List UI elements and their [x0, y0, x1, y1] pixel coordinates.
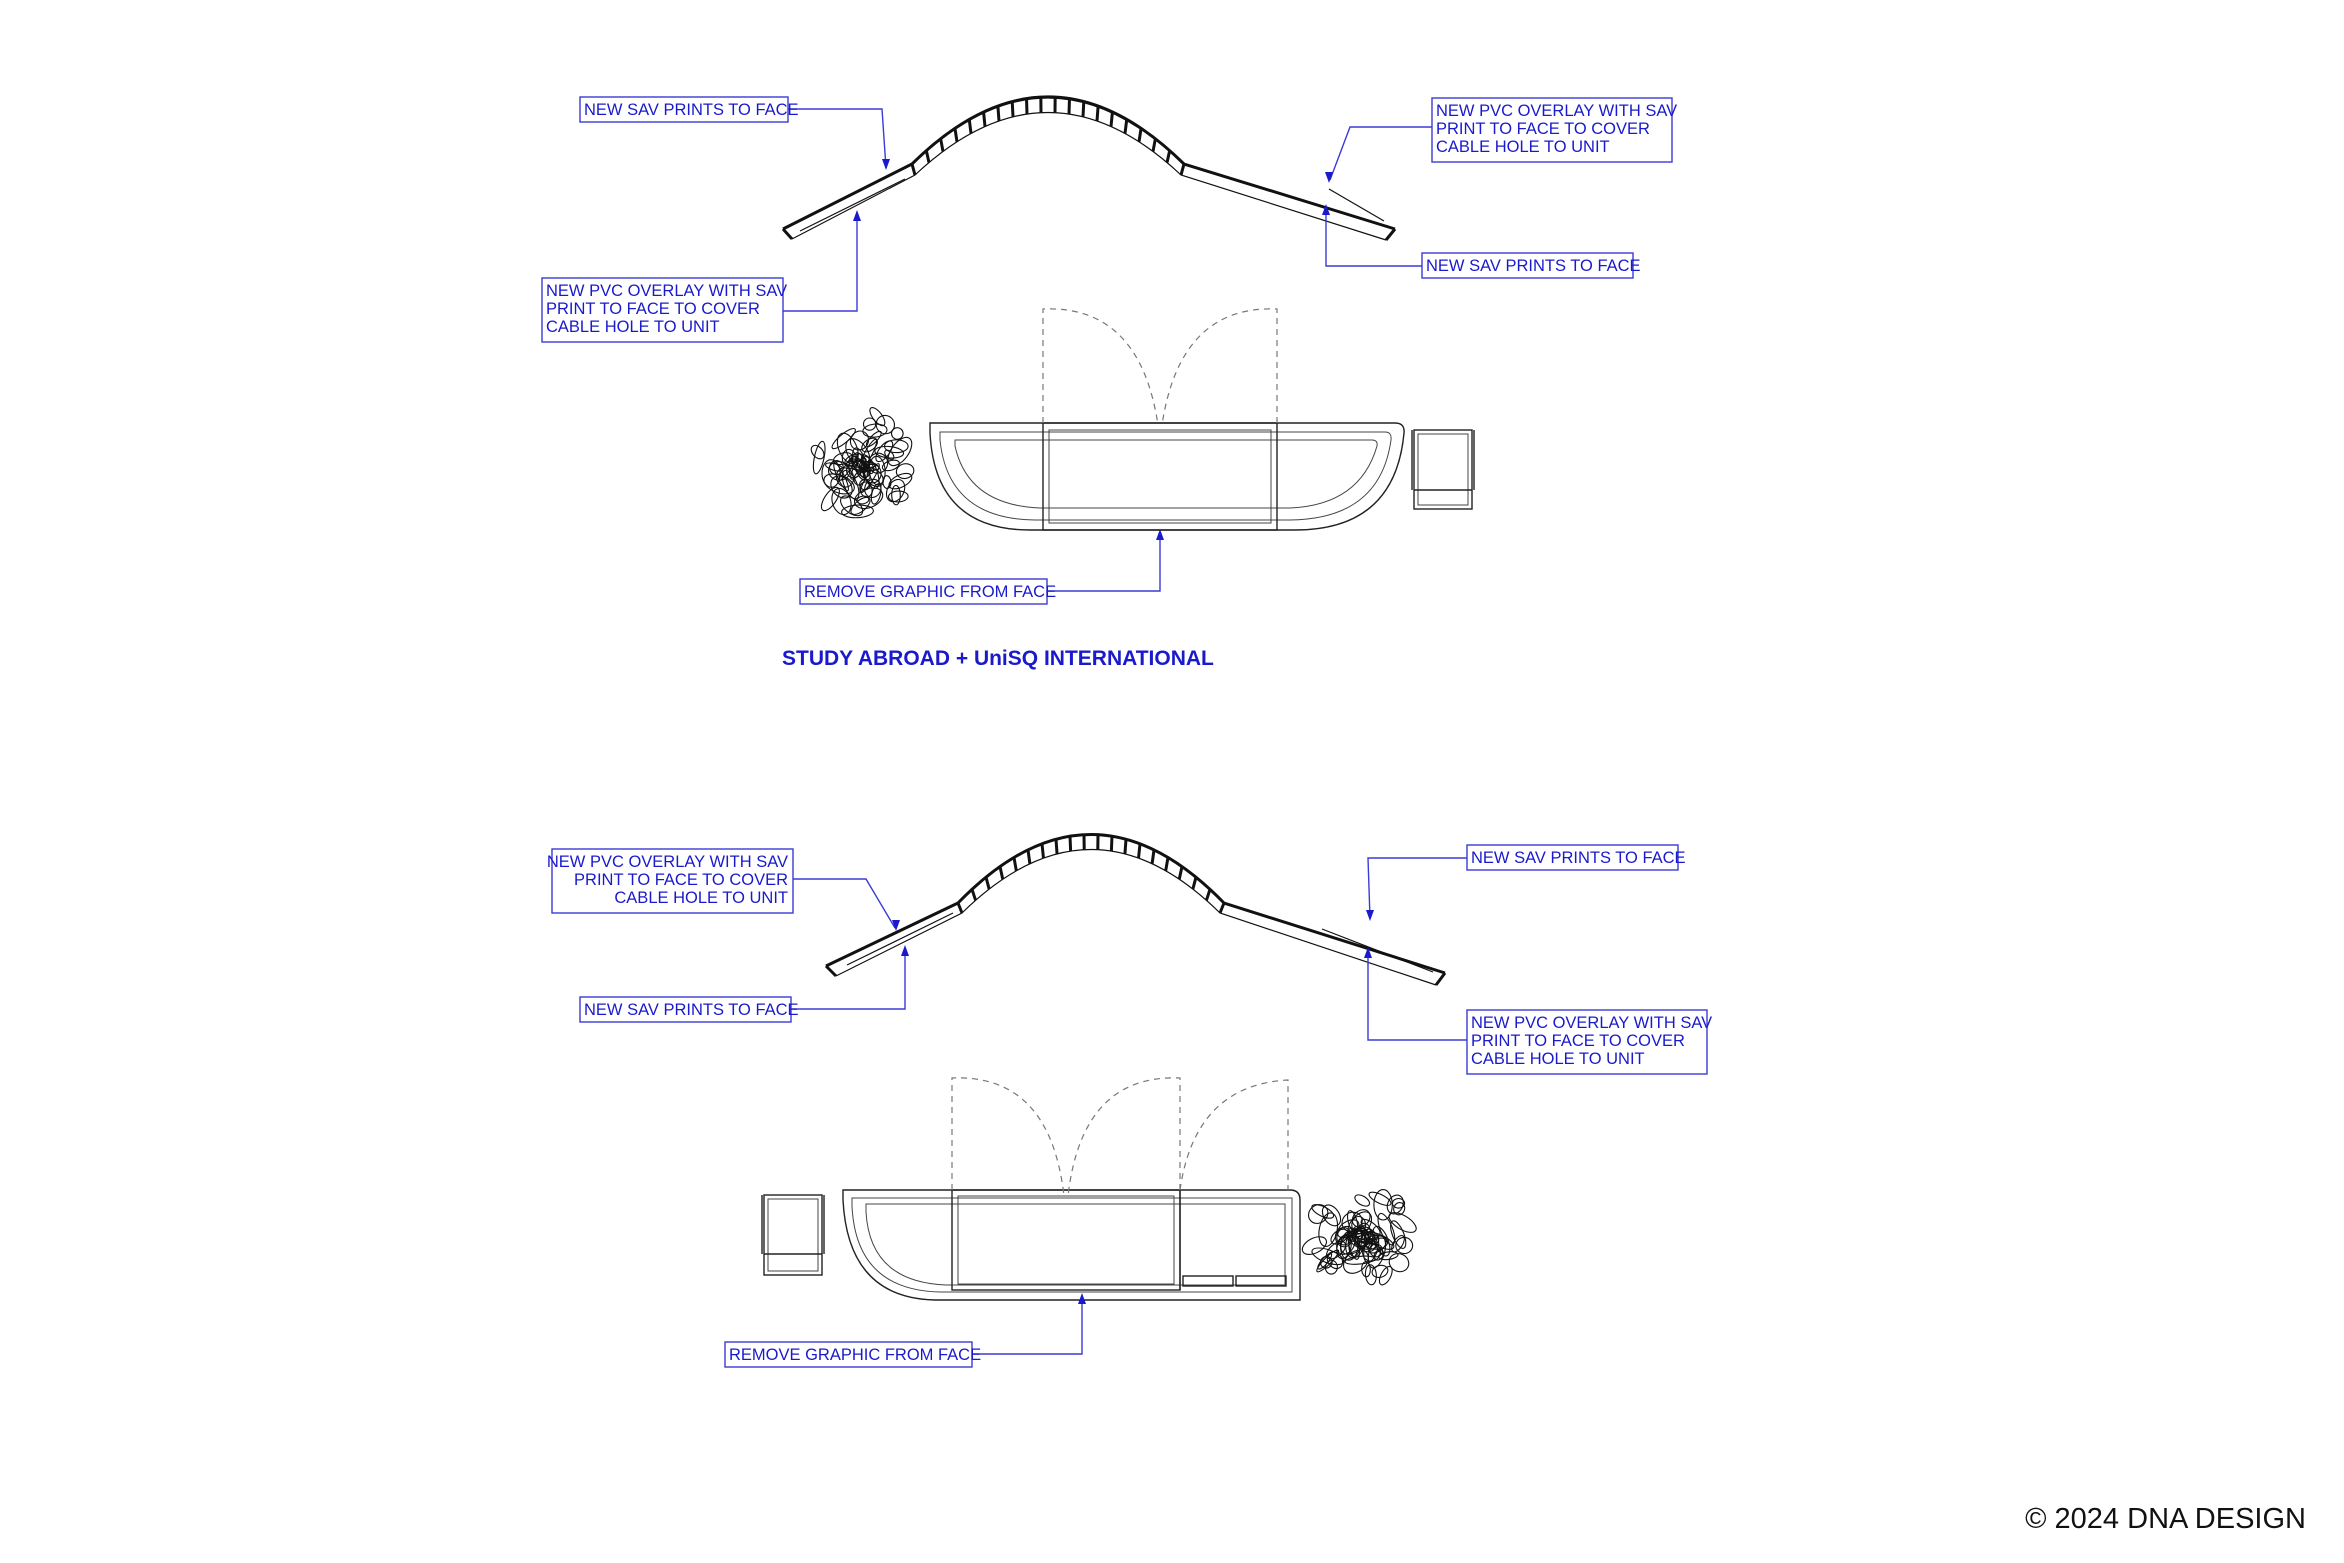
wall-slat — [1181, 164, 1184, 175]
wall-slat — [1125, 839, 1126, 854]
wall-slat — [941, 139, 943, 152]
wall-slat — [1111, 112, 1112, 126]
stool-a — [1412, 430, 1474, 509]
leader-line — [793, 879, 895, 928]
wall-slat — [1125, 119, 1127, 133]
annotation-note — [725, 1293, 1086, 1367]
wall-slat — [1097, 106, 1098, 121]
leader-arrow-icon — [882, 159, 890, 170]
plant-leaf — [1378, 1251, 1398, 1261]
reception-counter-b — [843, 1078, 1300, 1300]
wall-slat — [986, 877, 989, 889]
annotation-text: CABLE HOLE TO UNIT — [1436, 138, 1610, 156]
wall-slat — [955, 128, 957, 141]
plant-leaf — [1299, 1233, 1329, 1258]
annotation-text: NEW SAV PRINTS TO FACE — [1426, 257, 1641, 275]
wall-slat — [1014, 857, 1016, 870]
annotation-text: CABLE HOLE TO UNIT — [1471, 1050, 1645, 1068]
wall-slat — [1012, 102, 1013, 117]
annotation-note — [1366, 845, 1686, 921]
wall-slat — [1028, 850, 1030, 864]
annotation-text: CABLE HOLE TO UNIT — [614, 889, 788, 907]
leader-arrow-icon — [901, 945, 909, 956]
wall-slat — [969, 119, 971, 133]
annotation-note — [542, 210, 861, 342]
wall-slat — [1179, 867, 1182, 880]
leader-line — [783, 212, 857, 311]
wall-slat — [972, 889, 976, 900]
plant-leaf — [872, 412, 898, 438]
wall-slat — [1166, 857, 1168, 870]
wall-slat — [1167, 151, 1170, 163]
copyright-notice: © 2024 DNA DESIGN — [2025, 1503, 2306, 1535]
plant-b — [1299, 1190, 1419, 1287]
curved-backwall-b — [826, 835, 1445, 986]
wall-slat — [1193, 877, 1196, 889]
annotation-text: NEW SAV PRINTS TO FACE — [1471, 849, 1686, 867]
wall-slat — [998, 106, 999, 121]
leader-line — [1330, 127, 1432, 180]
wall-slat — [1070, 836, 1071, 851]
section-title: STUDY ABROAD + UniSQ INTERNATIONAL — [782, 647, 1214, 670]
annotation-text: PRINT TO FACE TO COVER — [1471, 1032, 1685, 1050]
annotation-note — [580, 97, 890, 170]
plant-leaf — [1386, 1250, 1412, 1275]
annotation-text: NEW PVC OVERLAY WITH SAV — [546, 282, 788, 300]
annotation-text: NEW PVC OVERLAY WITH SAV — [1436, 102, 1678, 120]
leader-arrow-icon — [1366, 910, 1374, 921]
wall-slat — [1056, 839, 1057, 854]
annotation-note — [1325, 98, 1677, 183]
annotation-note — [1322, 204, 1641, 278]
leader-line — [1368, 858, 1467, 918]
annotation-text: PRINT TO FACE TO COVER — [546, 300, 760, 318]
wall-slat — [958, 903, 962, 913]
wall-slat — [1206, 889, 1210, 900]
plant-a — [809, 405, 917, 519]
annotation-text: NEW PVC OVERLAY WITH SAV — [546, 853, 788, 871]
wall-slat — [1000, 867, 1003, 880]
wall-slat — [1153, 139, 1155, 152]
leader-line — [972, 1296, 1082, 1354]
curved-backwall-a — [783, 97, 1395, 240]
annotation-note — [800, 529, 1164, 604]
wall-slat — [984, 112, 985, 126]
annotation-text: REMOVE GRAPHIC FROM FACE — [804, 583, 1057, 601]
wall-slat — [1083, 102, 1084, 117]
wall-slat — [1139, 844, 1140, 858]
annotation-note — [580, 945, 909, 1022]
wall-slat — [912, 164, 915, 175]
wall-slat — [1111, 836, 1112, 851]
annotation-text: NEW PVC OVERLAY WITH SAV — [1471, 1014, 1713, 1032]
leader-line — [1047, 532, 1160, 591]
plant-leaf — [1377, 1265, 1395, 1287]
annotation-text: NEW SAV PRINTS TO FACE — [584, 1001, 799, 1019]
annotation-text: REMOVE GRAPHIC FROM FACE — [729, 1346, 982, 1364]
leader-arrow-icon — [1325, 172, 1333, 183]
plan-b — [762, 835, 1445, 1301]
annotation-text: PRINT TO FACE TO COVER — [1436, 120, 1650, 138]
annotation-text: NEW SAV PRINTS TO FACE — [584, 101, 799, 119]
wall-slat — [1139, 128, 1141, 141]
leader-arrow-icon — [1078, 1293, 1086, 1304]
annotation-text: CABLE HOLE TO UNIT — [546, 318, 720, 336]
wall-slat — [1220, 903, 1224, 913]
annotation-text: PRINT TO FACE TO COVER — [574, 871, 788, 889]
wall-slat — [926, 151, 929, 163]
wall-slat — [1042, 844, 1043, 858]
leader-line — [788, 109, 886, 168]
leader-arrow-icon — [853, 210, 861, 221]
reception-counter-a — [930, 309, 1404, 530]
stool-b — [762, 1195, 824, 1275]
annotation-note — [547, 849, 900, 931]
wall-slat — [1152, 850, 1154, 864]
annotation-layer — [542, 97, 1712, 1367]
